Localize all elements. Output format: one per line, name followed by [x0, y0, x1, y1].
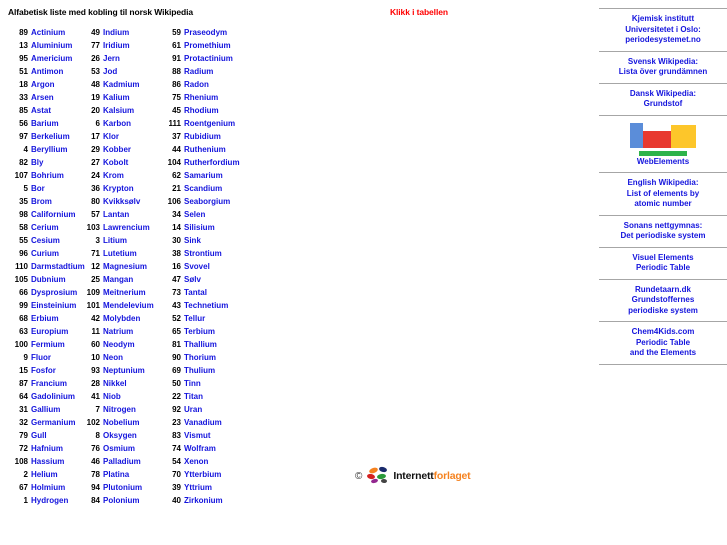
element-link[interactable]: Zirkonium [184, 496, 223, 505]
element-link[interactable]: Gallium [31, 405, 61, 414]
element-link[interactable]: Hydrogen [31, 496, 69, 505]
brand-forlaget: forlaget [433, 470, 471, 482]
element-number: 3 [95, 236, 100, 245]
element-number: 71 [91, 249, 100, 258]
element-link[interactable]: Molybden [103, 314, 141, 323]
element-link[interactable]: Vismut [184, 431, 211, 440]
element-number: 5 [23, 184, 28, 193]
sidebar-link-line: Dansk Wikipedia: [629, 88, 697, 98]
element-link[interactable]: Technetium [184, 301, 229, 310]
we-red-block [643, 131, 671, 148]
element-number: 35 [19, 197, 28, 206]
sidebar-link-line: Rundetaarn.dk [634, 284, 691, 294]
element-number: 25 [91, 275, 100, 284]
element-link[interactable]: Fermium [31, 340, 65, 349]
element-link[interactable]: Thallium [184, 340, 217, 349]
element-number: 94 [91, 483, 100, 492]
element-number: 89 [19, 28, 28, 37]
element-link[interactable]: Krom [103, 171, 124, 180]
sidebar-link-webelements[interactable] [599, 116, 727, 173]
element-link[interactable]: Mendelevium [103, 301, 154, 310]
element-link[interactable]: Astat [31, 106, 52, 115]
element-number: 76 [91, 444, 100, 453]
element-link[interactable]: Erbium [31, 314, 59, 323]
sidebar-link-line: Sonans nettgymnas: [623, 220, 703, 230]
element-number: 23 [172, 418, 181, 427]
logo-dot [381, 479, 387, 484]
element-link[interactable]: Helium [31, 470, 58, 479]
element-number: 102 [86, 418, 100, 427]
element-link[interactable]: Neon [103, 353, 123, 362]
element-link[interactable]: Iridium [103, 41, 130, 50]
element-number: 27 [91, 158, 100, 167]
element-number: 41 [91, 392, 100, 401]
element-number: 64 [19, 392, 28, 401]
element-link[interactable]: Actinium [31, 28, 66, 37]
element-number: 105 [14, 275, 28, 284]
element-link[interactable]: Hassium [31, 457, 65, 466]
element-number: 37 [172, 132, 181, 141]
element-number: 10 [91, 353, 100, 362]
element-link[interactable]: Argon [31, 80, 55, 89]
element-link[interactable]: Osmium [103, 444, 136, 453]
element-number: 62 [172, 171, 181, 180]
element-link[interactable]: Europium [31, 327, 69, 336]
element-number: 45 [172, 106, 181, 115]
element-number: 79 [19, 431, 28, 440]
element-number: 58 [19, 223, 28, 232]
element-link[interactable]: Beryllium [31, 145, 68, 154]
element-number: 100 [14, 340, 28, 349]
element-link[interactable]: Rutherfordium [184, 158, 240, 167]
element-number: 70 [172, 470, 181, 479]
sidebar-link-sonans[interactable] [599, 216, 727, 247]
element-link[interactable]: Gull [31, 431, 47, 440]
element-link[interactable]: Selen [184, 210, 206, 219]
element-number: 26 [91, 54, 100, 63]
element-number: 88 [172, 67, 181, 76]
sidebar-link-line: Visuel Elements [632, 252, 694, 262]
element-number: 54 [172, 457, 181, 466]
element-number: 86 [172, 80, 181, 89]
element-link[interactable]: Bly [31, 158, 44, 167]
element-number: 9 [23, 353, 28, 362]
element-link[interactable]: Tinn [184, 379, 201, 388]
element-number: 17 [91, 132, 100, 141]
element-number: 47 [172, 275, 181, 284]
element-number: 28 [91, 379, 100, 388]
element-number: 53 [91, 67, 100, 76]
element-link[interactable]: Darmstadtium [31, 262, 85, 271]
element-number: 69 [172, 366, 181, 375]
element-number: 6 [95, 119, 100, 128]
element-number: 55 [19, 236, 28, 245]
element-number: 74 [172, 444, 181, 453]
page-title: Alfabetisk liste med kobling til norsk Wikipedia [8, 7, 193, 17]
element-number: 110 [15, 262, 28, 271]
element-link[interactable]: Lantan [103, 210, 130, 219]
sidebar-link-chem4kids[interactable] [599, 322, 727, 364]
element-link[interactable]: Neptunium [103, 366, 145, 375]
element-link[interactable]: Bor [31, 184, 45, 193]
element-number: 109 [86, 288, 100, 297]
element-number: 99 [19, 301, 28, 310]
element-link[interactable]: Antimon [31, 67, 64, 76]
element-number: 72 [19, 444, 28, 453]
element-link[interactable]: Nobelium [103, 418, 140, 427]
sidebar-divider [599, 364, 727, 365]
element-number: 1 [23, 496, 28, 505]
sidebar-link-line: and the Elements [629, 348, 697, 357]
element-link[interactable]: Fosfor [31, 366, 56, 375]
element-number: 95 [19, 54, 28, 63]
element-link[interactable]: Berkelium [31, 132, 70, 141]
element-number: 29 [91, 145, 100, 154]
element-number: 73 [172, 288, 181, 297]
element-link[interactable]: Germanium [31, 418, 76, 427]
element-number: 11 [91, 327, 100, 336]
element-number: 42 [91, 314, 100, 323]
element-number: 85 [19, 106, 28, 115]
element-number: 39 [172, 483, 181, 492]
brand-internett: Internett [393, 470, 434, 482]
copyright-symbol: © [355, 470, 363, 482]
element-link[interactable]: Roentgenium [184, 119, 236, 128]
element-number: 50 [172, 379, 181, 388]
element-number: 2 [23, 470, 28, 479]
element-link[interactable]: Dubnium [31, 275, 66, 284]
element-number: 90 [172, 353, 181, 362]
sidebar-link-svensk-wikipedia[interactable] [599, 52, 727, 83]
element-number: 56 [19, 119, 28, 128]
element-number: 81 [172, 340, 181, 349]
element-number: 80 [91, 197, 100, 206]
element-link[interactable]: Strontium [184, 249, 222, 258]
element-link[interactable]: Holmium [31, 483, 66, 492]
element-number: 24 [91, 171, 100, 180]
element-link[interactable]: Seaborgium [184, 197, 231, 206]
element-number: 65 [172, 327, 181, 336]
sidebar-link-line: English Wikipedia: [627, 178, 699, 187]
element-link[interactable]: Platina [103, 470, 130, 479]
element-link[interactable]: Kalsium [103, 106, 135, 115]
element-link[interactable]: Kadmium [103, 80, 140, 89]
element-number: 43 [172, 301, 181, 310]
element-link[interactable]: Rhodium [184, 106, 219, 115]
element-number: 22 [172, 392, 181, 401]
element-link[interactable]: Sink [184, 236, 201, 245]
element-number: 15 [19, 366, 28, 375]
sidebar-link-line: Grundstof [643, 99, 683, 108]
element-number: 31 [19, 405, 28, 414]
element-number: 66 [19, 288, 28, 297]
element-link[interactable]: Francium [31, 379, 68, 388]
click-in-table-note: Klikk i tabellen [390, 7, 448, 17]
element-number: 84 [91, 496, 100, 505]
element-number: 57 [91, 210, 100, 219]
element-link[interactable]: Thorium [184, 353, 216, 362]
element-link[interactable]: Meitnerium [103, 288, 146, 297]
element-link[interactable]: Xenon [184, 457, 209, 466]
sidebar-link-line: Grundstoffernes [631, 295, 695, 304]
element-number: 91 [172, 54, 181, 63]
element-number: 108 [14, 457, 28, 466]
element-link[interactable]: Karbon [103, 119, 131, 128]
element-number: 83 [172, 431, 181, 440]
element-link[interactable]: Plutonium [103, 483, 143, 492]
element-number: 32 [19, 418, 28, 427]
element-link[interactable]: Nikkel [103, 379, 127, 388]
element-link[interactable]: Dysprosium [31, 288, 78, 297]
sidebar-link-line: List of elements by [626, 188, 700, 198]
element-number: 68 [19, 314, 28, 323]
sidebar-link-line: periodesystemet.no [625, 35, 701, 44]
element-link[interactable]: Wolfram [184, 444, 216, 453]
element-number: 19 [91, 93, 100, 102]
element-number: 38 [172, 249, 181, 258]
element-link[interactable]: Indium [103, 28, 130, 37]
sidebar-link-rundetaarn[interactable] [599, 280, 727, 322]
element-link[interactable]: Curium [31, 249, 59, 258]
element-number: 52 [172, 314, 181, 323]
element-number: 30 [172, 236, 181, 245]
sidebar-link-line: Svensk Wikipedia: [627, 56, 699, 66]
element-number: 107 [14, 171, 28, 180]
element-number: 40 [172, 496, 181, 505]
we-green-block [639, 151, 687, 156]
sidebar-link-line: Det periodiske system [620, 231, 706, 240]
element-link[interactable]: Samarium [184, 171, 223, 180]
element-link[interactable]: Scandium [184, 184, 223, 193]
sidebar-link-visuel-elements[interactable] [599, 248, 727, 279]
element-number: 21 [172, 184, 181, 193]
element-link[interactable]: Rhenium [184, 93, 219, 102]
element-number: 36 [91, 184, 100, 193]
sidebar-link-line: periodiske system [628, 305, 698, 315]
sidebar-link-line: Universitetet i Oslo: [625, 24, 701, 34]
element-link[interactable]: Yttrium [184, 483, 212, 492]
element-link[interactable]: Promethium [184, 41, 231, 50]
element-number: 34 [172, 210, 181, 219]
sidebar-link-dansk-wikipedia[interactable] [599, 84, 727, 115]
element-link[interactable]: Tantal [184, 288, 207, 297]
element-link[interactable]: Cesium [31, 236, 60, 245]
element-link[interactable]: Cerium [31, 223, 59, 232]
element-number: 106 [167, 197, 181, 206]
element-link[interactable]: Jod [103, 67, 118, 76]
element-link[interactable]: Einsteinium [31, 301, 77, 310]
element-link[interactable]: Thulium [184, 366, 216, 375]
element-link[interactable]: Magnesium [103, 262, 148, 271]
element-number: 82 [19, 158, 28, 167]
sidebar-link-english-wikipedia[interactable] [599, 173, 727, 215]
internettforlaget-link[interactable] [393, 470, 470, 482]
sidebar-link-line: WebElements [636, 156, 690, 166]
element-number: 87 [19, 379, 28, 388]
element-link[interactable]: Aluminium [31, 41, 73, 50]
element-number: 111 [168, 119, 181, 128]
we-blue-block [630, 123, 643, 148]
element-link[interactable]: Oksygen [103, 431, 137, 440]
element-number: 7 [95, 405, 100, 414]
element-link[interactable]: Fluor [31, 353, 51, 362]
element-link[interactable]: Svovel [184, 262, 210, 271]
element-number: 44 [172, 145, 181, 154]
sidebar [599, 8, 727, 365]
element-link[interactable]: Lutetium [103, 249, 137, 258]
element-link[interactable]: Kvikksølv [103, 197, 141, 206]
we-yellow-block [671, 125, 696, 148]
element-number: 12 [91, 262, 100, 271]
element-number: 4 [23, 145, 28, 154]
element-number: 93 [91, 366, 100, 375]
element-number: 96 [19, 249, 28, 258]
element-link[interactable]: Praseodym [184, 28, 228, 37]
element-number: 14 [172, 223, 181, 232]
element-link[interactable]: Palladium [103, 457, 141, 466]
element-link[interactable]: Klor [103, 132, 119, 141]
element-number: 59 [172, 28, 181, 37]
element-number: 98 [19, 210, 28, 219]
element-link[interactable]: Rubidium [184, 132, 221, 141]
element-link[interactable]: Uran [184, 405, 203, 414]
element-link[interactable]: Ruthenium [184, 145, 226, 154]
element-number: 18 [19, 80, 28, 89]
element-link[interactable]: Hafnium [31, 444, 63, 453]
element-link[interactable]: Protactinium [184, 54, 233, 63]
sidebar-link-line: atomic number [634, 199, 692, 208]
sidebar-link-line: Periodic Table [635, 337, 691, 347]
sidebar-link-line: Kjemisk institutt [631, 14, 695, 23]
element-number: 49 [91, 28, 100, 37]
element-link[interactable]: Barium [31, 119, 59, 128]
element-link[interactable]: Niob [103, 392, 121, 401]
element-number: 51 [19, 67, 28, 76]
element-number: 78 [91, 470, 100, 479]
element-link[interactable]: Litium [103, 236, 127, 245]
elements-table [6, 26, 248, 507]
element-number: 16 [172, 262, 181, 271]
logo-dot [371, 478, 379, 484]
element-link[interactable]: Kobber [103, 145, 131, 154]
internettforlaget-logo-icon [367, 467, 390, 485]
element-number: 77 [91, 41, 100, 50]
element-link[interactable]: Lawrencium [103, 223, 150, 232]
element-link[interactable]: Californium [31, 210, 76, 219]
sidebar-link-line: Periodic Table [635, 263, 691, 272]
element-link[interactable]: Radium [184, 67, 214, 76]
element-link[interactable]: Titan [184, 392, 203, 401]
element-number: 75 [172, 93, 181, 102]
element-number: 104 [167, 158, 181, 167]
element-link[interactable]: Jern [103, 54, 120, 63]
element-number: 101 [86, 301, 100, 310]
element-number: 61 [172, 41, 181, 50]
element-number: 8 [95, 431, 100, 440]
element-number: 46 [91, 457, 100, 466]
element-link[interactable]: Gadolinium [31, 392, 75, 401]
element-link[interactable]: Arsen [31, 93, 54, 102]
sidebar-link-periodesystemet[interactable] [599, 9, 727, 51]
element-link[interactable]: Tellur [184, 314, 206, 323]
sidebar-link-line: Chem4Kids.com [631, 327, 695, 336]
element-link[interactable]: Vanadium [184, 418, 222, 427]
element-link[interactable]: Krypton [103, 184, 134, 193]
element-link[interactable]: Brom [31, 197, 52, 206]
element-number: 13 [19, 41, 28, 50]
logo-dot [379, 466, 388, 473]
element-link[interactable]: Neodym [103, 340, 135, 349]
element-link[interactable]: Nitrogen [103, 405, 136, 414]
element-link[interactable]: Silisium [184, 223, 215, 232]
element-number: 60 [91, 340, 100, 349]
element-number: 97 [19, 132, 28, 141]
element-link[interactable]: Bohrium [31, 171, 64, 180]
element-number: 48 [91, 80, 100, 89]
element-link[interactable]: Polonium [103, 496, 140, 505]
element-number: 33 [19, 93, 28, 102]
element-link[interactable]: Kalium [103, 93, 130, 102]
element-number: 103 [86, 223, 100, 232]
element-number: 20 [91, 106, 100, 115]
element-link[interactable]: Kobolt [103, 158, 129, 167]
element-number: 92 [172, 405, 181, 414]
element-link[interactable]: Terbium [184, 327, 215, 336]
element-number: 67 [19, 483, 28, 492]
element-link[interactable]: Mangan [103, 275, 134, 284]
element-link[interactable]: Ytterbium [184, 470, 222, 479]
element-link[interactable]: Natrium [103, 327, 134, 336]
element-number: 63 [19, 327, 28, 336]
element-link[interactable]: Americium [31, 54, 73, 63]
footer [355, 466, 470, 486]
element-link[interactable]: Radon [184, 80, 209, 89]
webelements-logo-icon [630, 123, 696, 156]
sidebar-link-line: Lista över grundämnen [618, 67, 708, 76]
element-link[interactable]: Sølv [184, 275, 201, 284]
